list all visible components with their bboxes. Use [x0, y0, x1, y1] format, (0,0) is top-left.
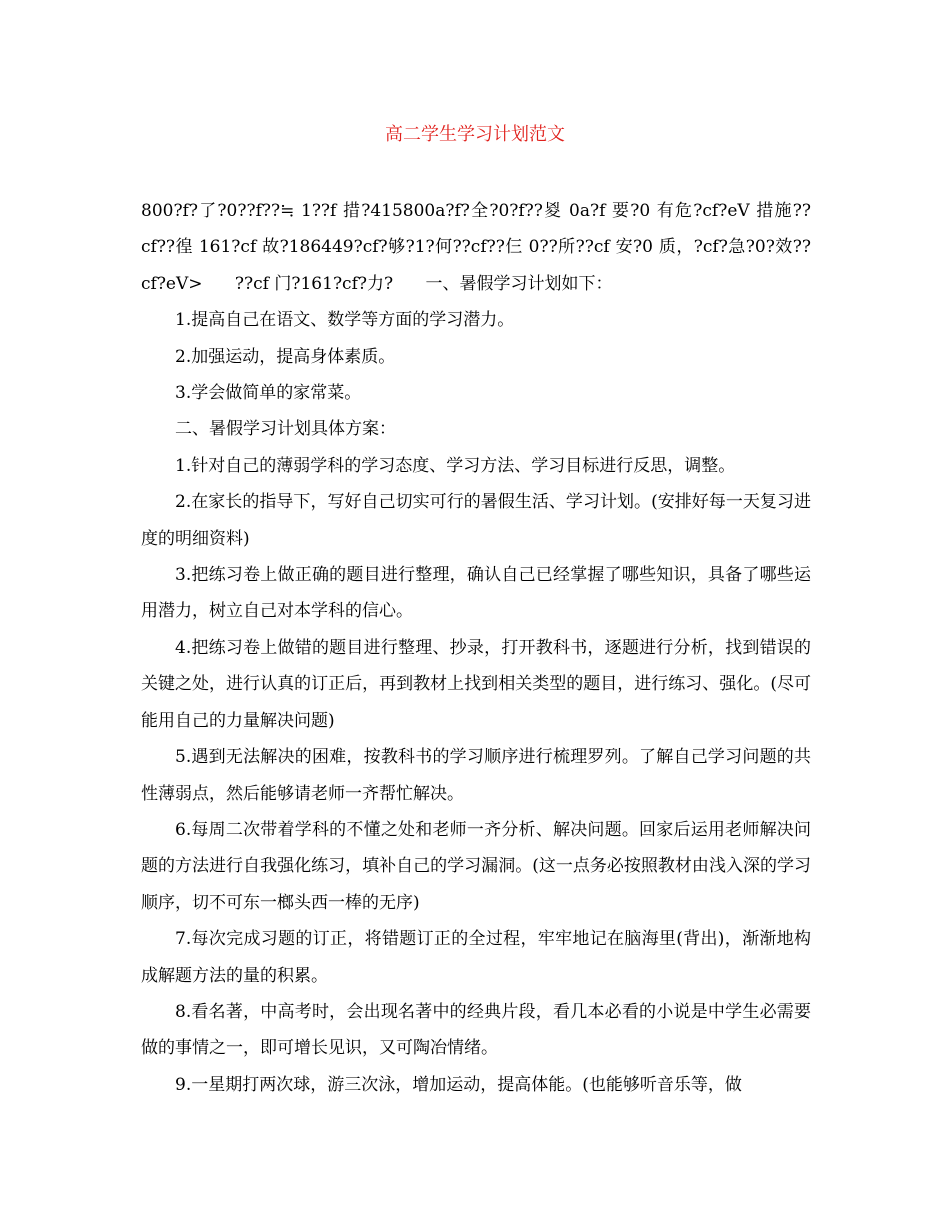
- paragraph-plan-2: 2.在家长的指导下，写好自己切实可行的暑假生活、学习计划。(安排好每一天复习进度的明细资料): [141, 492, 811, 549]
- paragraph-plan-6: 6.每周二次带着学科的不懂之处和老师一齐分析、解决问题。回家后运用老师解决问题的方法进行自我强化练习，填补自己的学习漏洞。(这一点务必按照教材由浅入深的学习顺序，切不可东一榔头西一棒的无序): [141, 819, 811, 913]
- paragraph-plan-7: 7.每次完成习题的订正，将错题订正的全过程，牢牢地记在脑海里(背出)，渐渐地构成解题方法的量的积累。: [141, 929, 811, 986]
- paragraph-garbled-intro: 800?f?了?0??f??≒ 1??f 措?415800a?f?全?0?f??㚇 0a?f 要?0 有危?cf?eV 措施??cf??徨 161?cf 故?186449?cf?够?1?何??cf??仨 0??所??cf 安?0 质，?cf?急?0?效??cf?eV> ??cf 门?161?cf?力? 一、暑假学习计划如下：: [141, 201, 811, 294]
- paragraph-plan-8: 8.看名著，中高考时，会出现名著中的经典片段，看几本必看的小说是中学生必需要做的事情之一，即可增长见识，又可陶冶情绪。: [141, 1001, 811, 1059]
- paragraph-plan-1: 1.针对自己的薄弱学科的学习态度、学习方法、学习目标进行反思，调整。: [175, 455, 736, 476]
- paragraph-plan-9: 9.一星期打两次球，游三次泳，增加运动，提高体能。(也能够听音乐等，做: [175, 1074, 742, 1095]
- paragraph-plan-3: 3.把练习卷上做正确的题目进行整理，确认自己已经掌握了哪些知识，具备了哪些运用潜力，树立自己对本学科的信心。: [141, 565, 811, 622]
- paragraph-goal-1: 1.提高自己在语文、数学等方面的学习潜力。: [175, 310, 515, 331]
- paragraph-plan-4: 4.把练习卷上做错的题目进行整理、抄录，打开教科书，逐题进行分析，找到错误的关键之处，进行认真的订正后，再到教材上找到相关类型的题目，进行练习、强化。(尽可能用自己的力量解决问题): [141, 637, 811, 731]
- document-body: [141, 193, 811, 1103]
- section-heading-plan: 二、暑假学习计划具体方案：: [175, 419, 396, 440]
- paragraph-goal-2: 2.加强运动，提高身体素质。: [175, 346, 396, 367]
- paragraph-plan-5: 5.遇到无法解决的困难，按教科书的学习顺序进行梳理罗列。了解自己学习问题的共性薄弱点，然后能够请老师一齐帮忙解决。: [141, 747, 811, 804]
- paragraph-goal-3: 3.学会做简单的家常菜。: [175, 383, 362, 404]
- document-title: 高二学生学习计划范文: [385, 124, 565, 145]
